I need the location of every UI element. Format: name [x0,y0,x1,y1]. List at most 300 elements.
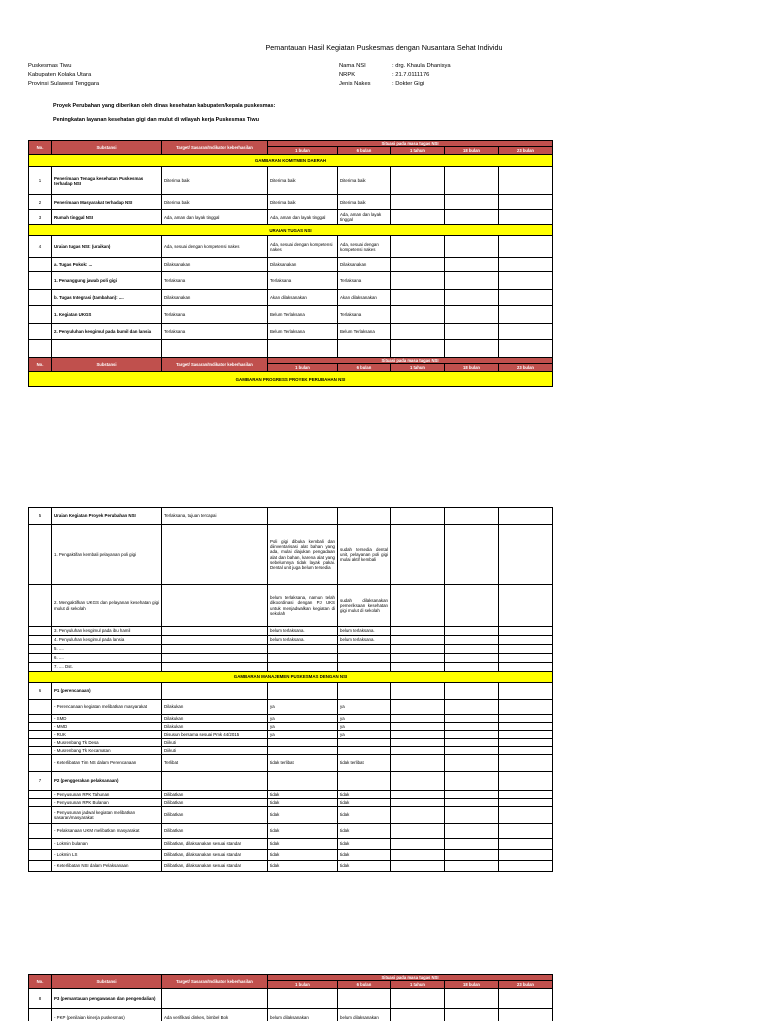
row-no [29,731,52,739]
header-period: 23 bulan [499,147,553,155]
row-6-bulan: Ada, aman dan layak tinggal [338,210,391,225]
row-empty-cell [499,850,553,861]
row-target: Diterima baik [162,195,268,210]
row-1-bulan: tidak [268,861,338,872]
row-target: Ada verifikasi dinkes, bimbel Bok [162,1009,268,1024]
row-empty-cell [499,210,553,225]
row-substansi: 3. Penyuluhan kesgimul pada ibu hamil [52,627,162,636]
row-target [162,663,268,672]
row-empty-cell [338,772,391,791]
table-row [29,824,553,839]
row-empty-cell [445,989,499,1009]
row-target: Diikuti [162,747,268,755]
row-empty-cell [445,654,499,663]
row-empty-cell [445,799,499,807]
row-empty-cell [499,340,553,358]
row-empty-cell [445,508,499,525]
row-empty-cell [391,861,445,872]
row-empty-cell [391,340,445,358]
row-empty-cell [499,627,553,636]
row-no [29,723,52,731]
table-row [29,636,553,645]
row-empty-cell [391,683,445,700]
table-row [29,324,553,340]
row-target: Ada, sesuai dengan kompetensi nakes [162,236,268,258]
monitoring-table-3 [28,974,553,1024]
header-substansi: Substansi [52,141,162,155]
row-empty-cell [499,747,553,755]
row-target: Dilakukan [162,700,268,715]
row-empty-cell [445,723,499,731]
header-period: 6 bulan [338,364,391,372]
row-empty-cell [445,683,499,700]
row-substansi: 1. Pengaktifan kembali pelayanan poli gigi [52,525,162,585]
table-row [29,210,553,225]
row-substansi: - Musrenbang Tk Desa [52,739,162,747]
row-no [29,306,52,324]
row-target: Ada, aman dan layak tinggal [162,210,268,225]
row-6-bulan: Ada, sesuai dengan kompetensi nakes [338,236,391,258]
page-title: Pemantauan Hasil Kegiatan Puskesmas dengan Nusantara Sehat Individu [265,43,503,52]
row-1-bulan [268,654,338,663]
row-empty-cell [391,755,445,772]
empty-row [29,340,553,358]
row-no: 4 [29,236,52,258]
row-no [29,585,52,627]
row-no [29,627,52,636]
row-empty-cell [499,861,553,872]
row-no [29,525,52,585]
row-substansi: Penerimaan Masyarakat terhadap NSI [52,195,162,210]
row-no [29,324,52,340]
header-period: 18 bulan [445,147,499,155]
row-no [29,290,52,306]
row-empty-cell [391,627,445,636]
row-1-bulan: ya [268,700,338,715]
row-1-bulan: belum terlaksana. [268,636,338,645]
row-empty-cell [391,731,445,739]
row-6-bulan [338,663,391,672]
table-row [29,654,553,663]
row-empty-cell [445,585,499,627]
row-6-bulan: Terlaksana [338,306,391,324]
row-empty-cell [445,700,499,715]
row-target: Disusun bersama sesuai Pmk 44/2015 [162,731,268,739]
row-target: Dilibatkan, dilaksanakan sesuai standar [162,839,268,850]
row-empty-cell [162,989,268,1009]
table-row [29,755,553,772]
row-6-bulan: tidak [338,791,391,799]
row-empty-cell [445,210,499,225]
table-row [29,861,553,872]
row-1-bulan: belum dilaksanakan [268,1009,338,1024]
row-empty-cell [445,645,499,654]
row-no: 1 [29,167,52,195]
row-target: Terlaksana [162,272,268,290]
row-target: Dilibatkan, dilaksanakan sesuai standar [162,850,268,861]
row-no [29,700,52,715]
section-title: GAMBARAN KOMITMEN DAERAH [29,155,553,167]
row-1-bulan: tidak terlibat [268,755,338,772]
monitoring-table-2 [28,507,553,872]
row-no [29,755,52,772]
row-6-bulan: ya [338,715,391,723]
row-1-bulan: Terlaksana [268,272,338,290]
row-empty-cell [391,715,445,723]
row-empty-cell [391,654,445,663]
header-no: No. [29,358,52,372]
row-no: 7 [29,772,52,791]
row-empty-cell [499,645,553,654]
header-situasi: Situasi pada masa tugas NSI [268,358,553,364]
row-empty-cell [499,824,553,839]
table-row [29,683,553,700]
header-period: 1 tahun [391,981,445,989]
info-label: Puskesmas [28,63,58,69]
header-period: 23 bulan [499,981,553,989]
row-empty-cell [499,167,553,195]
row-empty-cell [391,824,445,839]
row-empty-cell [445,839,499,850]
section-title: GAMBARAN PROGRESS PROYEK PERUBAHAN NSI [29,372,553,387]
row-empty-cell [445,663,499,672]
row-6-bulan [338,654,391,663]
row-empty-cell [391,791,445,799]
row-empty-cell [162,683,268,700]
row-empty-cell [499,654,553,663]
row-target: Dilaksanakan [162,258,268,272]
row-empty-cell [162,772,268,791]
row-empty-cell [338,508,391,525]
row-empty-cell [499,807,553,824]
row-1-bulan [268,645,338,654]
info-value: : 21.7.0111176 [392,72,430,78]
row-no [29,807,52,824]
row-empty-cell [445,772,499,791]
row-target: Dilibatkan [162,824,268,839]
row-substansi: - Perencanaan kegiatan melibatkan masyarakat [52,700,162,715]
row-empty-cell [445,306,499,324]
header-target: Target/ Sasaran/Indikator keberhasilan [162,141,268,155]
row-substansi: - Penyusunan jadwal kegiatan melibatkan sasaran/masyarakat [52,807,162,824]
row-empty-cell [499,290,553,306]
row-empty-cell [445,731,499,739]
table-row [29,850,553,861]
row-empty-cell [499,636,553,645]
row-substansi: Uraian Kegiatan Proyek Perubahan NSI [52,508,162,525]
row-empty-cell [391,258,445,272]
row-6-bulan: tidak [338,839,391,850]
row-substansi: - Lokmin LS [52,850,162,861]
row-6-bulan: belum dilaksanakan [338,1009,391,1024]
row-empty-cell [338,340,391,358]
row-substansi: - Penyusunan RPK Bulanan [52,799,162,807]
header-period: 6 bulan [338,147,391,155]
row-6-bulan: tidak [338,799,391,807]
row-1-bulan: Diterima baik [268,167,338,195]
row-1-bulan: Belum Terlaksana [268,324,338,340]
table-row [29,799,553,807]
row-1-bulan: belum terlaksana, namun telah dikoordinasi dengan PJ UKS untuk menjadwalkan kegiatan di sekolah [268,585,338,627]
table-row [29,258,553,272]
row-no: 5 [29,508,52,525]
row-substansi: - MMD [52,723,162,731]
table-row [29,290,553,306]
table-row [29,306,553,324]
row-empty-cell [391,195,445,210]
row-6-bulan [338,739,391,747]
row-empty-cell [391,663,445,672]
row-6-bulan: ya [338,723,391,731]
row-empty-cell [445,807,499,824]
row-target: Dilakukan [162,715,268,723]
row-empty-cell [499,723,553,731]
row-1-bulan [268,663,338,672]
table-row [29,663,553,672]
row-6-bulan: Diterima baik [338,195,391,210]
row-no: 3 [29,210,52,225]
section-row [29,372,553,387]
header-substansi: Substansi [52,975,162,989]
row-1-bulan: Ada, aman dan layak tinggal [268,210,338,225]
row-substansi: P3 (pemantauan pengawasan dan pengendalian) [52,989,162,1009]
row-substansi: b. Tugas Integrasi (tambahan): .... [52,290,162,306]
row-1-bulan: Akan dilaksanakan [268,290,338,306]
row-6-bulan: tidak [338,824,391,839]
row-empty-cell [499,508,553,525]
puskesmas-info [28,62,99,89]
row-6-bulan: tidak [338,861,391,872]
row-substansi: - SMD [52,715,162,723]
nsi-info [339,62,451,89]
row-empty-cell [445,627,499,636]
row-6-bulan [338,645,391,654]
row-6-bulan: Belum Terlaksana [338,324,391,340]
table-row [29,195,553,210]
row-substansi: Penerimaan Tenaga kesehatan Puskesmas terhadap NSI [52,167,162,195]
row-substansi: - Keterlibatan NSI dalam Pelaksanaan [52,861,162,872]
project-line-1: Proyek Perubahan yang diberikan oleh dinas kesehatan kabupaten/kepala puskesmas: [53,103,276,109]
row-empty-cell [391,739,445,747]
row-1-bulan: tidak [268,850,338,861]
section-row [29,155,553,167]
table-row [29,700,553,715]
row-empty-cell [391,989,445,1009]
table-row [29,272,553,290]
row-1-bulan: belum terlaksana. [268,627,338,636]
header-period: 1 tahun [391,364,445,372]
row-no: 8 [29,989,52,1009]
row-empty-cell [338,989,391,1009]
row-empty-cell [391,324,445,340]
row-empty-cell [499,195,553,210]
row-empty-cell [499,731,553,739]
row-1-bulan: Poli gigi dibuka kembali dan diinventarisasi alat bahan yang ada, mulai diajukan pengadaan alat dan bahan, karena alat yang sebelumnya tidak layak pakai. Dental unit juga belum tersedia [268,525,338,585]
row-empty-cell [268,508,338,525]
row-1-bulan: tidak [268,791,338,799]
row-substansi: 5. .... [52,645,162,654]
row-substansi: - Lokmin bulanan [52,839,162,850]
row-empty-cell [391,645,445,654]
info-label: Kabupaten Kolaka Utara [28,72,92,78]
row-empty-cell [391,636,445,645]
row-empty-cell [499,799,553,807]
row-target [162,636,268,645]
row-empty-cell [391,850,445,861]
row-target [162,627,268,636]
info-label: Provinsi Sulawesi Tenggara [28,81,100,87]
row-target [162,525,268,585]
row-substansi: - Musrenbang Tk Kecamatan [52,747,162,755]
header-no: No. [29,141,52,155]
row-no [29,747,52,755]
row-substansi: - RUK [52,731,162,739]
row-empty-cell [445,340,499,358]
row-1-bulan: Dilaksanakan [268,258,338,272]
table-row [29,715,553,723]
row-empty-cell [52,340,162,358]
row-6-bulan: tidak [338,850,391,861]
row-empty-cell [391,807,445,824]
table-row [29,807,553,824]
header-period: 1 bulan [268,147,338,155]
row-substansi: 2. Penyuluhan kesgimul pada bumil dan lansia [52,324,162,340]
section-title: GAMBARAN MANAJEMEN PUSKESMAS DENGAN NSI [29,672,553,683]
row-6-bulan: sudah tersedia dental unit, pelayanan poli gigi mulai aktif kembali [338,525,391,585]
row-empty-cell [445,824,499,839]
row-1-bulan [268,739,338,747]
row-empty-cell [391,508,445,525]
header-substansi: Substansi [52,358,162,372]
table-row [29,167,553,195]
row-target [162,654,268,663]
row-empty-cell [268,340,338,358]
row-no [29,645,52,654]
row-empty-cell [499,989,553,1009]
row-substansi: 2. Mengaktifkan UKGS dan pelayanan kesehatan gigi mulut di sekolah [52,585,162,627]
table-row [29,772,553,791]
row-1-bulan: ya [268,723,338,731]
info-value: : Dokter Gigi [392,81,425,87]
header-target: Target/ Sasaran/Indikator keberhasilan [162,975,268,989]
row-empty-cell [391,525,445,585]
row-6-bulan: ya [338,700,391,715]
row-substansi: a. Tugas Pokok: ... [52,258,162,272]
row-empty-cell [499,739,553,747]
row-1-bulan: Belum Terlaksana [268,306,338,324]
row-empty-cell [445,272,499,290]
row-1-bulan: tidak [268,839,338,850]
section-row [29,225,553,236]
table-row [29,236,553,258]
row-substansi: - Pelaksanaan UKM melibatkan masyarakat [52,824,162,839]
row-1-bulan: tidak [268,824,338,839]
row-empty-cell [391,799,445,807]
header-period: 6 bulan [338,981,391,989]
table-row [29,731,553,739]
row-6-bulan: belum terlaksana. [338,636,391,645]
project-line-2: Peningkatan layanan kesehatan gigi dan mulut di wilayah kerja Puskesmas Tiwu [53,117,260,123]
row-empty-cell [391,747,445,755]
header-period: 18 bulan [445,981,499,989]
table-row [29,723,553,731]
row-empty-cell [499,272,553,290]
row-no [29,272,52,290]
row-empty-cell [445,324,499,340]
row-substansi: 6. .... [52,654,162,663]
row-no [29,850,52,861]
row-target: Dilibatkan [162,791,268,799]
row-substansi: - PKP (penilaian kinerja puskesmas) [52,1009,162,1024]
row-1-bulan: Ada, sesuai dengan kompetensi nakes [268,236,338,258]
row-empty-cell [499,258,553,272]
row-empty-cell [391,585,445,627]
row-empty-cell [445,195,499,210]
row-empty-cell [445,755,499,772]
row-empty-cell [499,772,553,791]
row-target: Dilibatkan [162,807,268,824]
info-label: NRPK [339,72,356,78]
row-no [29,799,52,807]
row-empty-cell [391,290,445,306]
row-empty-cell [499,755,553,772]
row-empty-cell [268,683,338,700]
info-value: : drg. Khaula Dhanisya [392,63,451,69]
row-6-bulan [338,747,391,755]
row-empty-cell [499,585,553,627]
row-target: Terlaksana [162,324,268,340]
row-6-bulan: tidak terlibat [338,755,391,772]
monitoring-table-1 [28,140,553,387]
header-period: 18 bulan [445,364,499,372]
row-1-bulan: ya [268,731,338,739]
row-substansi: 7. .... Dst. [52,663,162,672]
row-no [29,654,52,663]
row-empty-cell [391,167,445,195]
row-6-bulan: Dilaksanakan [338,258,391,272]
row-6-bulan: belum terlaksana. [338,627,391,636]
row-empty-cell [499,236,553,258]
row-substansi: 1. Penanggung jawab poli gigi [52,272,162,290]
row-no [29,258,52,272]
row-empty-cell [499,683,553,700]
row-empty-cell [499,663,553,672]
row-empty-cell [445,791,499,799]
header-period: 1 tahun [391,147,445,155]
row-empty-cell [445,636,499,645]
row-substansi: - Keterlibatan Tim NS dalam Perencanaan [52,755,162,772]
row-1-bulan [268,747,338,755]
row-empty-cell [499,700,553,715]
row-target: Dilakukan [162,723,268,731]
row-empty-cell [162,340,268,358]
header-situasi: Situasi pada masa tugas NSI [268,141,553,147]
info-label: Nama NSI [339,63,366,69]
row-substansi: P1 (perencanaan) [52,683,162,700]
row-empty-cell [391,772,445,791]
row-no [29,636,52,645]
row-empty-cell [391,306,445,324]
table-row [29,525,553,585]
row-6-bulan: Diterima baik [338,167,391,195]
row-target: Dilibatkan, dilaksanakan sesuai standar [162,861,268,872]
section-title: URAIAN TUGAS NSI [29,225,553,236]
row-target: Terlaksana, tujuan tercapai [162,508,268,525]
row-empty-cell [445,715,499,723]
header-period: 1 bulan [268,981,338,989]
row-target: Diikuti [162,739,268,747]
row-substansi: P2 (penggerakan pelaksanaan) [52,772,162,791]
